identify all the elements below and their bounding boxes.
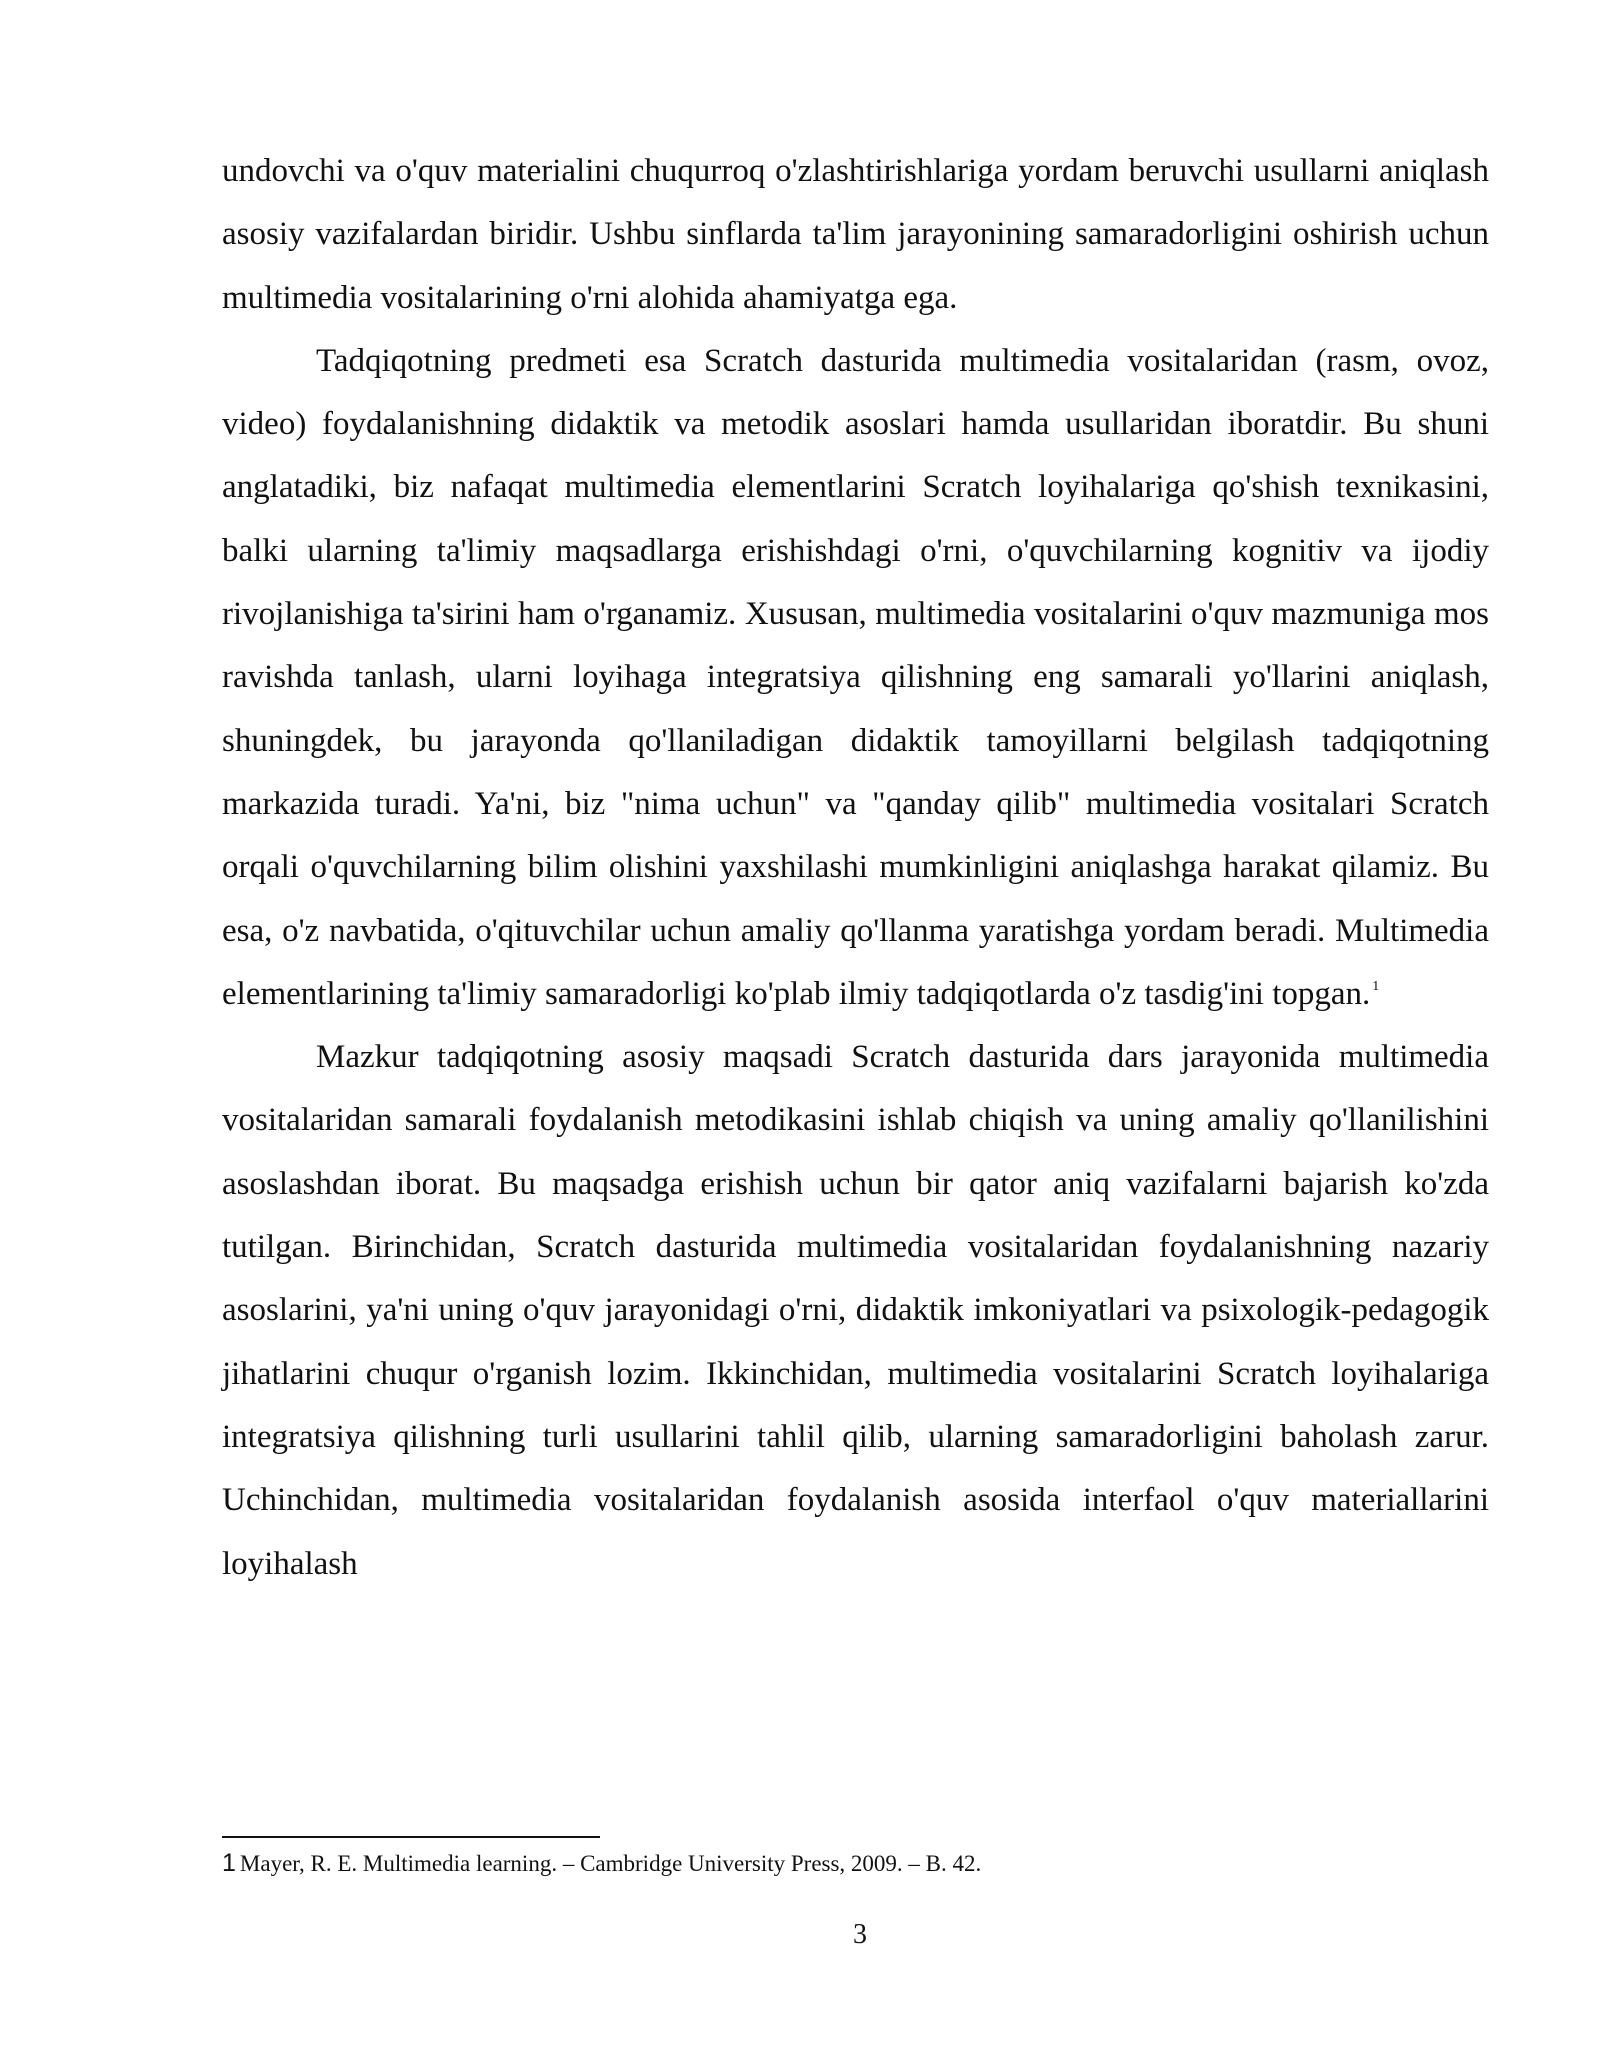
footnote-number: 1: [222, 1849, 236, 1877]
footnote: [222, 1848, 1489, 1879]
paragraph-research-goal: [222, 1026, 1489, 1596]
paragraph-continuation: [222, 140, 1489, 330]
footnote-reference[interactable]: 1: [1372, 978, 1380, 994]
page-number: 3: [853, 1919, 867, 1950]
footnote-separator: [222, 1836, 600, 1838]
footnote-text: Mayer, R. E. Multimedia learning. – Cambridge University Press, 2009. – B. 42.: [239, 1851, 982, 1876]
paragraph-text: Tadqiqotning predmeti esa Scratch dasturida multimedia vositalaridan (rasm, ovoz, video) foydalanishning didaktik va metodik asoslari hamda usullaridan iboratdir. Bu shuni anglatadiki, biz nafaqat multimedia elementlarini Scratch loyihalariga qo'shish texnikasini, balki ularning ta'limiy maqsadlarga erishishdagi o'rni, o'quvchilarning kognitiv va ijodiy rivojlanishiga ta'sirini ham o'rganamiz. Xususan, multimedia vositalarini o'quv mazmuniga mos ravishda tanlash, ularni loyihaga integratsiya qilishning eng samarali yo'llarini aniqlash, shuningdek, bu jarayonda qo'llaniladigan didaktik tamoyillarni belgilash tadqiqotning markazida turadi. Ya'ni, biz "nima uchun" va "qanday qilib" multimedia vositalari Scratch orqali o'quvchilarning bilim olishini yaxshilashi mumkinligini aniqlashga harakat qilamiz. Bu esa, o'z navbatida, o'qituvchilar uchun amaliy qo'llanma yaratishga yordam beradi. Multimedia elementlarining ta'limiy samaradorligi ko'plab ilmiy tadqiqotlarda o'z tasdig'ini topgan.: [222, 342, 1489, 1012]
paragraph-text: Mazkur tadqiqotning asosiy maqsadi Scratch dasturida dars jarayonida multimedia vositalaridan samarali foydalanish metodikasini ishlab chiqish va uning amaliy qo'llanilishini asoslashdan iborat. Bu maqsadga erishish uchun bir qator aniq vazifalarni bajarish ko'zda tutilgan. Birinchidan, Scratch dasturida multimedia vositalaridan foydalanishning nazariy asoslarini, ya'ni uning o'quv jarayonidagi o'rni, didaktik imkoniyatlari va psixologik-pedagogik jihatlarini chuqur o'rganish lozim. Ikkinchidan, multimedia vositalarini Scratch loyihalariga integratsiya qilishning turli usullarini tahlil qilib, ularning samaradorligini baholash zarur. Uchinchidan, multimedia vositalaridan foydalanish asosida interfaol o'quv materiallarini loyihalash: [222, 1039, 1489, 1582]
paragraph-research-subject: [222, 330, 1489, 1026]
paragraph-text: undovchi va o'quv materialini chuqurroq o'zlashtirishlariga yordam beruvchi usullarni aniqlash asosiy vazifalardan biridir. Ushbu sinflarda ta'lim jarayonining samaradorligini oshirish uchun multimedia vositalarining o'rni alohida ahamiyatga ega.: [222, 153, 1489, 316]
body-text: [222, 140, 1489, 1596]
